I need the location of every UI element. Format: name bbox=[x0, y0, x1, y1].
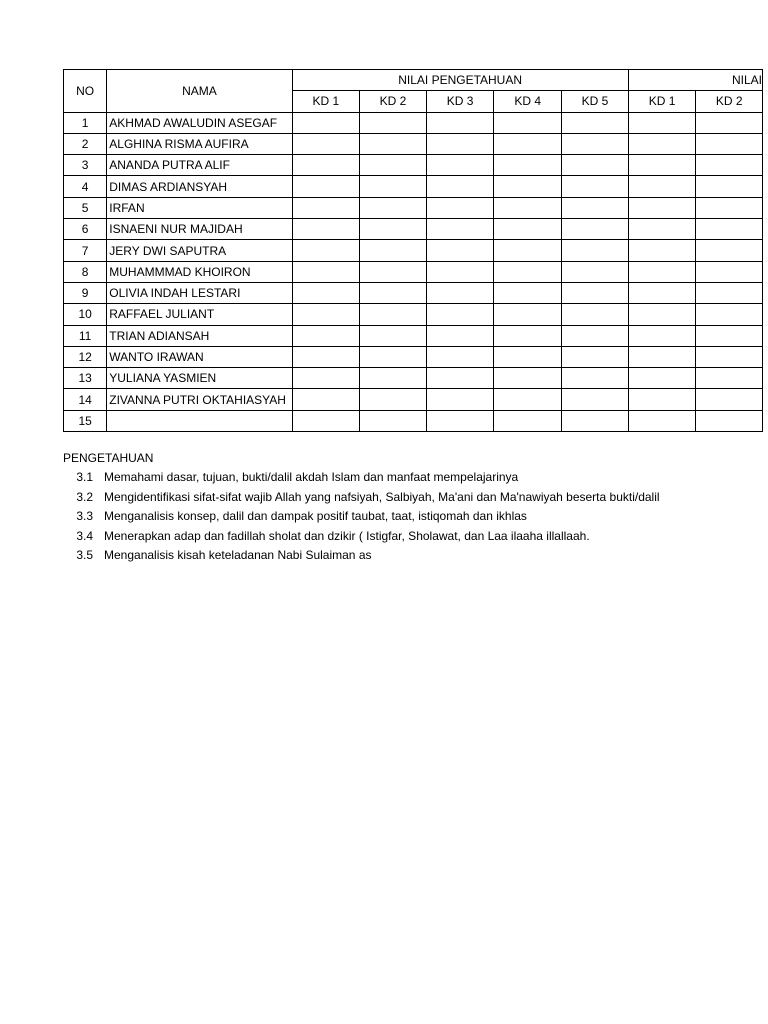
score-cell[interactable] bbox=[360, 304, 427, 325]
row-number: 10 bbox=[64, 304, 107, 325]
score-cell[interactable] bbox=[292, 389, 360, 410]
kd-notes bbox=[63, 449, 693, 566]
header-kd: KD 1 bbox=[628, 91, 696, 112]
student-name-cell[interactable] bbox=[107, 282, 292, 303]
score-cell[interactable] bbox=[628, 261, 696, 282]
row-number: 12 bbox=[64, 346, 107, 367]
score-cell[interactable] bbox=[628, 282, 696, 303]
kd-note-item bbox=[63, 488, 693, 508]
student-name: AKHMAD AWALUDIN ASEGAF bbox=[109, 115, 278, 130]
table-row bbox=[64, 112, 763, 133]
score-cell[interactable] bbox=[696, 219, 763, 240]
score-cell[interactable] bbox=[426, 346, 494, 367]
score-cell[interactable] bbox=[426, 261, 494, 282]
score-cell[interactable] bbox=[562, 176, 629, 197]
score-cell[interactable] bbox=[292, 325, 360, 346]
kd-note-text: Menerapkan adap dan fadillah sholat dan dzikir ( Istigfar, Sholawat, dan Laa ilaaha illallaah. bbox=[104, 528, 590, 543]
score-cell[interactable] bbox=[628, 368, 696, 389]
score-cell[interactable] bbox=[360, 112, 427, 133]
score-cell[interactable] bbox=[494, 112, 562, 133]
student-name: ANANDA PUTRA ALIF bbox=[109, 158, 230, 173]
table-row bbox=[64, 219, 763, 240]
score-cell[interactable] bbox=[494, 261, 562, 282]
score-cell[interactable] bbox=[426, 282, 494, 303]
table-row bbox=[64, 155, 763, 176]
kd-note-item bbox=[63, 546, 693, 566]
score-cell[interactable] bbox=[360, 282, 427, 303]
score-cell[interactable] bbox=[426, 197, 494, 218]
score-cell[interactable] bbox=[426, 304, 494, 325]
student-name: RAFFAEL JULIANT bbox=[109, 307, 215, 322]
row-number: 1 bbox=[64, 112, 107, 133]
kd-note-text: Menganalisis konsep, dalil dan dampak positif taubat, taat, istiqomah dan ikhlas bbox=[104, 509, 527, 523]
score-cell[interactable] bbox=[628, 346, 696, 367]
score-cell[interactable] bbox=[628, 325, 696, 346]
score-cell[interactable] bbox=[360, 389, 427, 410]
score-cell[interactable] bbox=[494, 133, 562, 154]
score-cell[interactable] bbox=[494, 282, 562, 303]
table-row bbox=[64, 389, 763, 410]
score-cell[interactable] bbox=[360, 368, 427, 389]
kd-note-item bbox=[63, 507, 693, 527]
row-number: 13 bbox=[64, 368, 107, 389]
score-cell[interactable] bbox=[292, 112, 360, 133]
row-number: 6 bbox=[64, 219, 107, 240]
student-name-cell[interactable] bbox=[107, 133, 292, 154]
score-cell[interactable] bbox=[292, 304, 360, 325]
table-row bbox=[64, 197, 763, 218]
header-kd: KD 1 bbox=[292, 91, 360, 112]
score-cell[interactable] bbox=[696, 325, 763, 346]
student-name: ZIVANNA PUTRI OKTAHIASYAH bbox=[109, 392, 286, 407]
row-number: 8 bbox=[64, 261, 107, 282]
score-cell[interactable] bbox=[360, 133, 427, 154]
score-cell[interactable] bbox=[426, 410, 494, 431]
header-no: NO bbox=[64, 70, 107, 113]
score-cell[interactable] bbox=[426, 155, 494, 176]
kd-note-item bbox=[63, 468, 693, 488]
score-cell[interactable] bbox=[494, 176, 562, 197]
student-name-cell[interactable] bbox=[107, 197, 292, 218]
score-cell[interactable] bbox=[696, 112, 763, 133]
score-cell[interactable] bbox=[562, 325, 629, 346]
score-cell[interactable] bbox=[696, 389, 763, 410]
header-nilai-pengetahuan: NILAI PENGETAHUAN bbox=[292, 70, 628, 91]
table-row bbox=[64, 282, 763, 303]
header-kd: KD 2 bbox=[360, 91, 427, 112]
header-kd: KD 5 bbox=[562, 91, 629, 112]
score-cell[interactable] bbox=[292, 240, 360, 261]
score-cell[interactable] bbox=[562, 240, 629, 261]
score-cell[interactable] bbox=[628, 155, 696, 176]
score-cell[interactable] bbox=[494, 197, 562, 218]
score-cell[interactable] bbox=[292, 282, 360, 303]
score-cell[interactable] bbox=[360, 197, 427, 218]
score-cell[interactable] bbox=[696, 176, 763, 197]
score-cell[interactable] bbox=[494, 410, 562, 431]
kd-note-text: Mengidentifikasi sifat-sifat wajib Allah yang nafsiyah, Salbiyah, Ma'ani dan Ma'nawiyah beserta bukti/dalil bbox=[104, 489, 660, 504]
student-name-cell[interactable] bbox=[107, 176, 292, 197]
score-cell[interactable] bbox=[628, 219, 696, 240]
score-cell[interactable] bbox=[562, 304, 629, 325]
table-row bbox=[64, 261, 763, 282]
score-cell[interactable] bbox=[562, 261, 629, 282]
score-cell[interactable] bbox=[494, 240, 562, 261]
score-cell[interactable] bbox=[696, 155, 763, 176]
score-cell[interactable] bbox=[628, 112, 696, 133]
student-name: YULIANA YASMIEN bbox=[109, 371, 217, 386]
score-cell[interactable] bbox=[494, 304, 562, 325]
row-number: 15 bbox=[64, 410, 107, 431]
kd-note-text: Menganalisis kisah keteladanan Nabi Sulaiman as bbox=[104, 548, 372, 562]
score-cell[interactable] bbox=[360, 325, 427, 346]
score-cell[interactable] bbox=[696, 261, 763, 282]
header-nama: NAMA bbox=[107, 70, 292, 113]
score-cell[interactable] bbox=[292, 176, 360, 197]
table-row bbox=[64, 176, 763, 197]
student-name-cell[interactable] bbox=[107, 261, 292, 282]
kd-note-number: 3.5 bbox=[76, 548, 93, 562]
score-cell[interactable] bbox=[426, 176, 494, 197]
score-cell[interactable] bbox=[696, 197, 763, 218]
table-row bbox=[64, 410, 763, 431]
score-cell[interactable] bbox=[426, 368, 494, 389]
score-cell[interactable] bbox=[494, 368, 562, 389]
score-cell[interactable] bbox=[494, 219, 562, 240]
score-cell[interactable] bbox=[562, 282, 629, 303]
row-number: 7 bbox=[64, 240, 107, 261]
score-cell[interactable] bbox=[628, 410, 696, 431]
row-number: 14 bbox=[64, 389, 107, 410]
student-name: IRFAN bbox=[109, 200, 145, 215]
kd-note-number: 3.4 bbox=[76, 528, 93, 543]
score-cell[interactable] bbox=[562, 133, 629, 154]
student-name: TRIAN ADIANSAH bbox=[109, 328, 210, 343]
header-kd: KD 2 bbox=[696, 91, 763, 112]
student-name-cell[interactable] bbox=[107, 304, 292, 325]
student-name: OLIVIA INDAH LESTARI bbox=[109, 286, 241, 301]
score-cell[interactable] bbox=[360, 240, 427, 261]
header-nilai-group2: NILAI bbox=[628, 70, 762, 91]
score-cell[interactable] bbox=[292, 133, 360, 154]
grade-table-viewport bbox=[63, 69, 762, 430]
score-cell[interactable] bbox=[628, 240, 696, 261]
kd-note-number: 3.2 bbox=[76, 489, 93, 504]
score-cell[interactable] bbox=[292, 219, 360, 240]
score-cell[interactable] bbox=[562, 197, 629, 218]
score-cell[interactable] bbox=[696, 410, 763, 431]
kd-note-item bbox=[63, 527, 693, 547]
score-cell[interactable] bbox=[426, 240, 494, 261]
score-cell[interactable] bbox=[696, 346, 763, 367]
header-kd: KD 3 bbox=[426, 91, 494, 112]
score-cell[interactable] bbox=[426, 112, 494, 133]
table-row bbox=[64, 133, 763, 154]
score-cell[interactable] bbox=[628, 133, 696, 154]
score-cell[interactable] bbox=[696, 282, 763, 303]
score-cell[interactable] bbox=[360, 219, 427, 240]
score-cell[interactable] bbox=[292, 346, 360, 367]
row-number: 3 bbox=[64, 155, 107, 176]
table-row bbox=[64, 240, 763, 261]
student-name: ISNAENI NUR MAJIDAH bbox=[109, 222, 243, 237]
student-name-cell[interactable] bbox=[107, 219, 292, 240]
score-cell[interactable] bbox=[628, 176, 696, 197]
score-cell[interactable] bbox=[292, 368, 360, 389]
score-cell[interactable] bbox=[628, 197, 696, 218]
score-cell[interactable] bbox=[292, 197, 360, 218]
score-cell[interactable] bbox=[494, 389, 562, 410]
grade-table bbox=[63, 69, 763, 432]
score-cell[interactable] bbox=[292, 155, 360, 176]
student-name-cell[interactable] bbox=[107, 346, 292, 367]
row-number: 11 bbox=[64, 325, 107, 346]
score-cell[interactable] bbox=[292, 410, 360, 431]
score-cell[interactable] bbox=[562, 219, 629, 240]
score-cell[interactable] bbox=[562, 410, 629, 431]
student-name-cell[interactable] bbox=[107, 112, 292, 133]
score-cell[interactable] bbox=[562, 155, 629, 176]
table-row bbox=[64, 325, 763, 346]
row-number: 9 bbox=[64, 282, 107, 303]
student-name-cell[interactable] bbox=[107, 410, 292, 431]
score-cell[interactable] bbox=[696, 133, 763, 154]
student-name-cell[interactable] bbox=[107, 240, 292, 261]
student-name: JERY DWI SAPUTRA bbox=[109, 243, 227, 258]
student-name: MUHAMMMAD KHOIRON bbox=[109, 264, 251, 279]
header-kd: KD 4 bbox=[494, 91, 562, 112]
score-cell[interactable] bbox=[696, 240, 763, 261]
row-number: 4 bbox=[64, 176, 107, 197]
notes-heading: PENGETAHUAN bbox=[63, 451, 154, 465]
score-cell[interactable] bbox=[494, 155, 562, 176]
score-cell[interactable] bbox=[426, 389, 494, 410]
table-row bbox=[64, 346, 763, 367]
score-cell[interactable] bbox=[426, 133, 494, 154]
score-cell[interactable] bbox=[360, 410, 427, 431]
score-cell[interactable] bbox=[426, 219, 494, 240]
score-cell[interactable] bbox=[562, 346, 629, 367]
score-cell[interactable] bbox=[360, 261, 427, 282]
kd-note-number: 3.3 bbox=[76, 509, 93, 523]
score-cell[interactable] bbox=[360, 155, 427, 176]
score-cell[interactable] bbox=[360, 176, 427, 197]
row-number: 2 bbox=[64, 133, 107, 154]
kd-note-number: 3.1 bbox=[76, 470, 93, 484]
row-number: 5 bbox=[64, 197, 107, 218]
score-cell[interactable] bbox=[562, 368, 629, 389]
table-row bbox=[64, 368, 763, 389]
student-name-cell[interactable] bbox=[107, 155, 292, 176]
student-name: ALGHINA RISMA AUFIRA bbox=[109, 137, 249, 152]
score-cell[interactable] bbox=[696, 304, 763, 325]
student-name-cell[interactable] bbox=[107, 368, 292, 389]
table-row bbox=[64, 304, 763, 325]
score-cell[interactable] bbox=[494, 325, 562, 346]
score-cell[interactable] bbox=[696, 368, 763, 389]
student-name: DIMAS ARDIANSYAH bbox=[109, 179, 228, 194]
score-cell[interactable] bbox=[562, 389, 629, 410]
score-cell[interactable] bbox=[426, 325, 494, 346]
student-name-cell[interactable] bbox=[107, 325, 292, 346]
kd-note-text: Memahami dasar, tujuan, bukti/dalil akdah Islam dan manfaat mempelajarinya bbox=[104, 470, 519, 484]
student-name: WANTO IRAWAN bbox=[109, 350, 204, 364]
score-cell[interactable] bbox=[628, 304, 696, 325]
score-cell[interactable] bbox=[494, 346, 562, 367]
score-cell[interactable] bbox=[292, 261, 360, 282]
student-name-cell[interactable] bbox=[107, 389, 292, 410]
score-cell[interactable] bbox=[562, 112, 629, 133]
score-cell[interactable] bbox=[628, 389, 696, 410]
score-cell[interactable] bbox=[360, 346, 427, 367]
